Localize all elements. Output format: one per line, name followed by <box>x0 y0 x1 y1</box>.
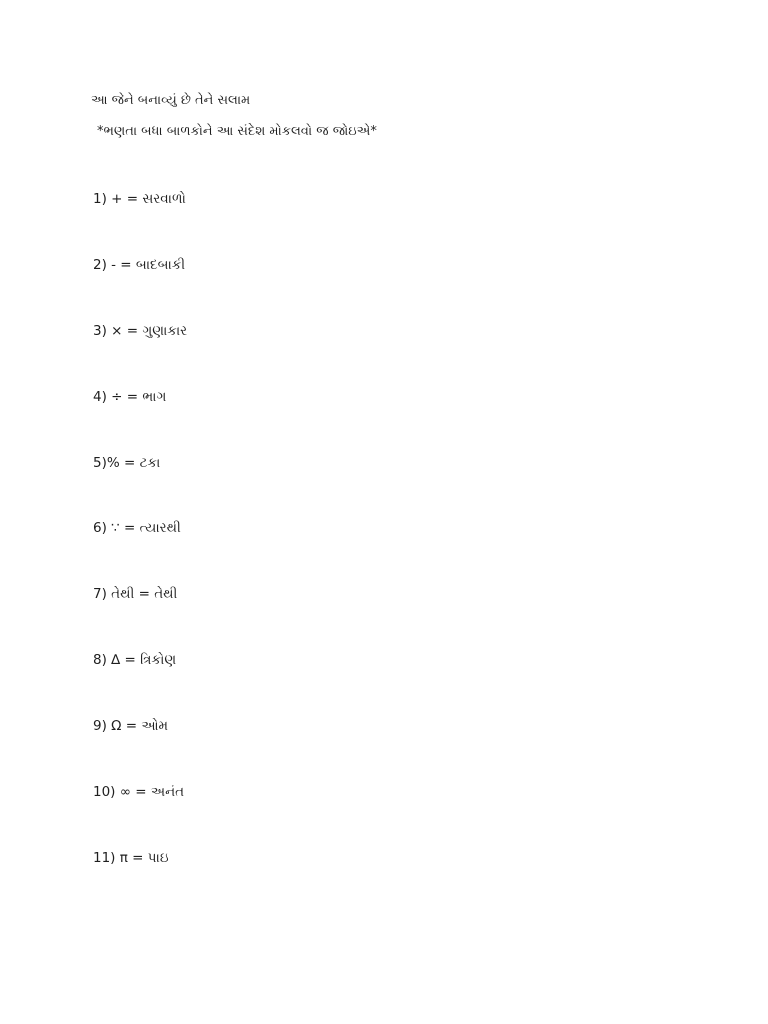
list-item: 5)% = ટકા <box>93 455 161 471</box>
list-item: 11) π = પાઇ <box>93 850 169 866</box>
list-item: 9) Ω = ઓમ <box>93 718 169 734</box>
list-item: 7) તેથી = તેથી <box>93 586 178 602</box>
list-item: 8) ∆ = ત્રિકોણ <box>93 652 177 668</box>
list-item: 3) × = ગુણાકાર <box>93 323 188 339</box>
list-item: 6) ∵ = ત્યારથી <box>93 520 181 536</box>
list-item: 1) + = સરવાળો <box>93 191 186 207</box>
list-item: 2) - = બાદબાકી <box>93 257 186 273</box>
page-subheading: *ભણતા બધા બાળકોને આ સંદેશ મોકલવો જ જોઇએ* <box>97 124 377 139</box>
list-item: 4) ÷ = ભાગ <box>93 389 167 405</box>
page-heading: આ જેને બનાવ્યું છે તેને સલામ <box>91 93 251 108</box>
list-item: 10) ∞ = અનંત <box>93 784 185 800</box>
